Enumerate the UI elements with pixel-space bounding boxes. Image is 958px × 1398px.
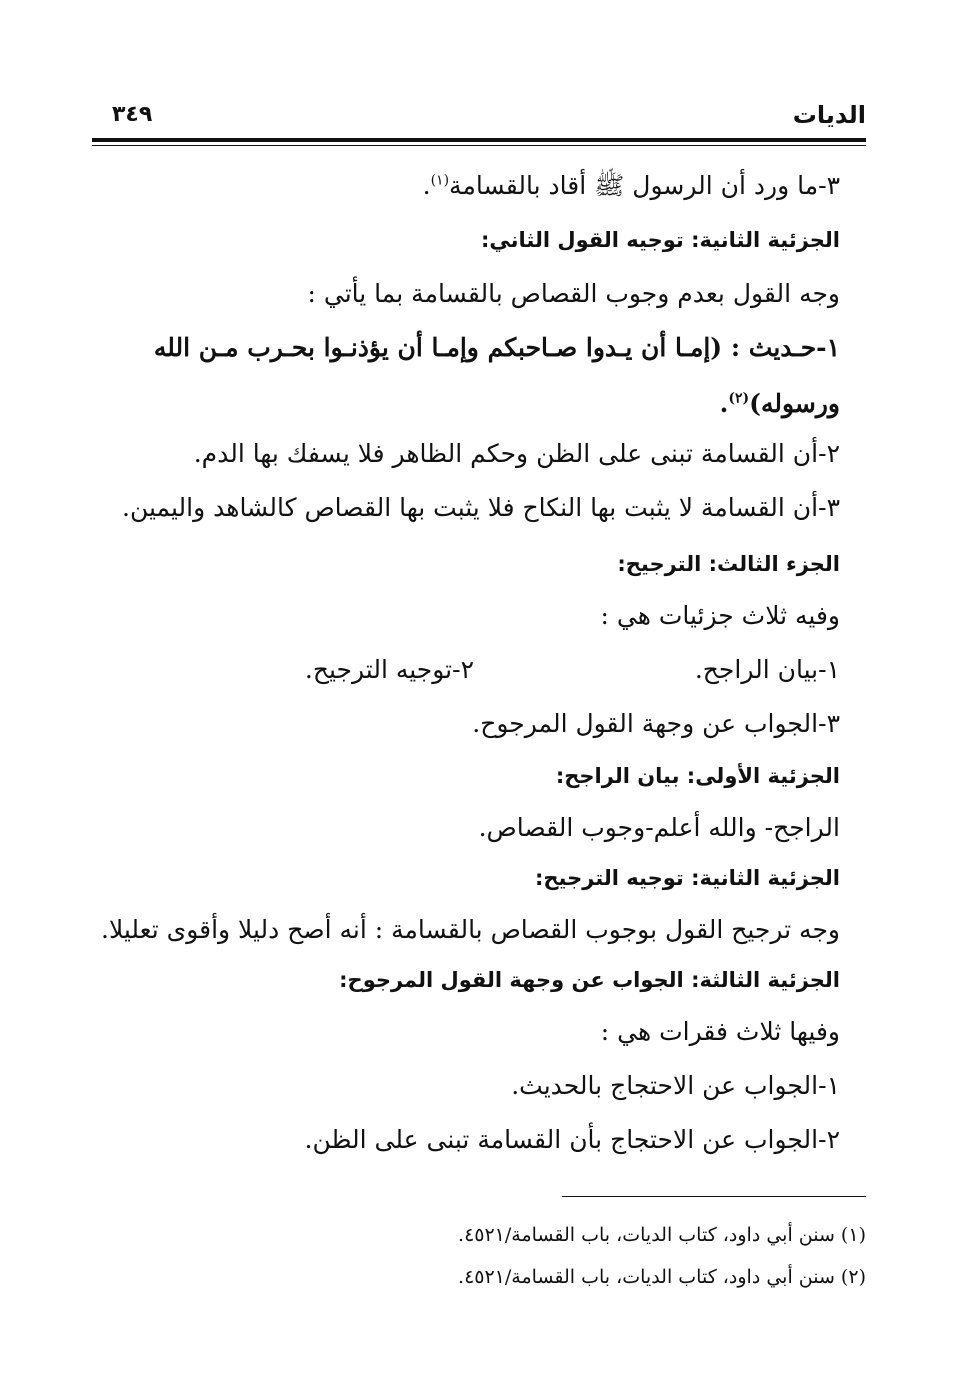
subheading: الجزئية الثانية: توجيه الترجيح: [535, 866, 840, 890]
paragraph-line: وفيها ثلاث فقرات هي : [600, 1017, 840, 1046]
list-item: ٢-توجيه الترجيح. [304, 655, 474, 684]
footnote-ref-2[interactable]: (٢) [728, 390, 750, 407]
list-item: ١-الجواب عن الاحتجاج بالحديث. [511, 1071, 840, 1100]
footnote-1: (١) سنن أبي داود، كتاب الديات، باب القسامة/٤٥٢١. [458, 1224, 866, 1246]
section-heading: الجزء الثالث: الترجيح: [617, 552, 840, 576]
list-item: ١-بيان الراجح. [694, 655, 840, 684]
hadith-quote-line-1: ١-حـديث : (إمـا أن يـدوا صـاحبكم وإمـا أن يؤذنـوا بحـرب مـن الله [153, 333, 840, 362]
subheading: الجزئية الثانية: توجيه القول الثاني: [481, 228, 840, 252]
page-number: ٣٤٩ [112, 102, 153, 127]
header-rule-thick [92, 138, 866, 142]
paragraph-line: الراجح- والله أعلم-وجوب القصاص. [478, 813, 840, 842]
list-item: ٣-الجواب عن وجهة القول المرجوح. [472, 709, 840, 738]
paragraph-line [423, 166, 840, 206]
hadith-quote-line-2 [720, 382, 840, 426]
paragraph-line: ٣-أن القسامة لا يثبت بها النكاح فلا يثبت بها القصاص كالشاهد واليمين. [122, 493, 840, 522]
footnote-divider [562, 1196, 866, 1197]
paragraph-line: ٢-أن القسامة تبنى على الظن وحكم الظاهر فلا يسفك بها الدم. [193, 439, 840, 468]
paragraph-line: وجه القول بعدم وجوب القصاص بالقسامة بما يأتي : [307, 279, 840, 308]
line-end: . [719, 389, 729, 418]
list-item: ٢-الجواب عن الاحتجاج بأن القسامة تبنى على الظن. [304, 1125, 840, 1154]
line-text: ٣-ما ورد أن الرسول ﷺ أقاد بالقسامة [449, 171, 840, 200]
paragraph-line: وفيه ثلاث جزئيات هي : [600, 601, 840, 630]
quote-text: ورسوله) [749, 389, 840, 418]
header-rule-thin [92, 145, 866, 146]
footnote-ref-1[interactable]: (١) [430, 172, 450, 189]
subheading: الجزئية الأولى: بيان الراجح: [555, 764, 840, 788]
subheading: الجزئية الثالثة: الجواب عن وجهة القول المرجوح: [339, 968, 840, 992]
chapter-title: الديات [792, 101, 866, 129]
paragraph-line: وجه ترجيح القول بوجوب القصاص بالقسامة : أنه أصح دليلا وأقوى تعليلا. [101, 915, 840, 944]
footnote-2: (٢) سنن أبي داود، كتاب الديات، باب القسامة/٤٥٢١. [458, 1266, 866, 1288]
line-end: . [422, 171, 431, 200]
